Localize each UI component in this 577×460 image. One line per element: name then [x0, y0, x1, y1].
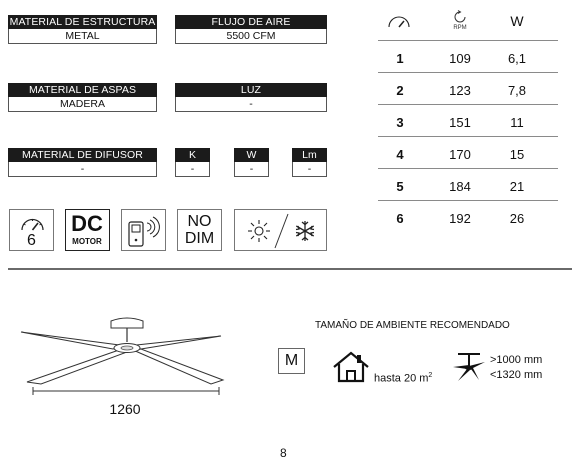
no-dim-badge [177, 209, 222, 251]
dc-motor-badge [65, 209, 110, 251]
house-icon [331, 350, 371, 384]
table-cell-rpm: 192 [449, 211, 471, 226]
room-size-title: TAMAÑO DE AMBIENTE RECOMENDADO [315, 320, 510, 331]
table-cell-speed: 4 [396, 147, 404, 162]
dc-label: DC [71, 211, 103, 236]
spec-w-value: - [234, 162, 269, 177]
spec-diffuser-label: MATERIAL DE DIFUSOR [8, 148, 157, 162]
table-cell-speed: 2 [396, 83, 404, 98]
modes-badge [234, 209, 327, 251]
speeds-badge [9, 209, 54, 251]
spec-light-label: LUZ [175, 83, 327, 97]
spec-light [175, 83, 327, 112]
spec-blades-label: MATERIAL DE ASPAS [8, 83, 157, 97]
spec-structure [8, 15, 157, 44]
room-height-min: >1000 mm [490, 354, 543, 366]
spec-blades [8, 83, 157, 112]
spec-blades-value: MADERA [8, 97, 157, 112]
spec-airflow-value: 5500 CFM [175, 29, 327, 44]
snowflake-icon [290, 216, 320, 246]
room-area-sup: 2 [428, 372, 433, 379]
speedometer-icon [10, 212, 55, 234]
table-row-separator [378, 40, 558, 41]
no-dim-line2: DIM [184, 230, 215, 247]
table-cell-rpm: 170 [449, 147, 471, 162]
remote-badge [121, 209, 166, 251]
spec-w-label: W [234, 148, 269, 162]
table-cell-w: 26 [509, 211, 525, 226]
table-cell-rpm: 184 [449, 179, 471, 194]
fan-illustration [15, 300, 235, 400]
table-cell-w: 21 [509, 179, 525, 194]
spec-lm [292, 148, 327, 177]
table-row-separator [378, 104, 558, 105]
room-height-max: <1320 mm [490, 369, 543, 381]
motor-label: MOTOR [72, 237, 102, 246]
w-header: W [510, 13, 524, 29]
table-cell-w: 11 [510, 115, 524, 130]
table-row-separator [378, 200, 558, 201]
rotation-icon [453, 10, 467, 24]
table-row-separator [378, 168, 558, 169]
spec-airflow [175, 15, 327, 44]
table-cell-speed: 1 [396, 51, 404, 66]
spec-k-label: K [175, 148, 210, 162]
ceiling-fan-icon [452, 350, 486, 384]
spec-light-value: - [175, 97, 327, 112]
no-dim-line1: NO [187, 213, 212, 230]
table-cell-rpm: 123 [449, 83, 471, 98]
speedometer-icon [386, 14, 412, 30]
table-cell-w: 6,1 [507, 51, 527, 66]
table-cell-w: 7,8 [507, 83, 527, 98]
spec-w [234, 148, 269, 177]
fan-diameter: 1260 [109, 401, 141, 417]
spec-structure-label: MATERIAL DE ESTRUCTURA [9, 16, 156, 28]
table-cell-rpm: 151 [449, 115, 471, 130]
spec-k-value: - [175, 162, 210, 177]
spec-structure-value: METAL [8, 29, 157, 44]
room-area-text: hasta 20 m [374, 372, 429, 385]
table-row-separator [378, 136, 558, 137]
spec-k [175, 148, 210, 177]
table-cell-speed: 3 [396, 115, 404, 130]
room-size-badge: M [278, 348, 305, 374]
speeds-count: 6 [27, 232, 36, 249]
table-row-separator [378, 72, 558, 73]
rpm-header: RPM [453, 25, 467, 31]
section-divider [8, 268, 572, 270]
page-number: 8 [280, 446, 287, 460]
spec-diffuser-value: - [8, 162, 157, 177]
spec-lm-value: - [292, 162, 327, 177]
remote-control-icon [122, 210, 167, 252]
table-cell-rpm: 109 [449, 51, 471, 66]
spec-diffuser [8, 148, 157, 177]
table-cell-w: 15 [509, 147, 525, 162]
room-area [374, 372, 432, 385]
spec-airflow-label: FLUJO DE AIRE [175, 15, 327, 29]
spec-lm-label: Lm [292, 148, 327, 162]
table-cell-speed: 6 [396, 211, 404, 226]
table-cell-speed: 5 [396, 179, 404, 194]
